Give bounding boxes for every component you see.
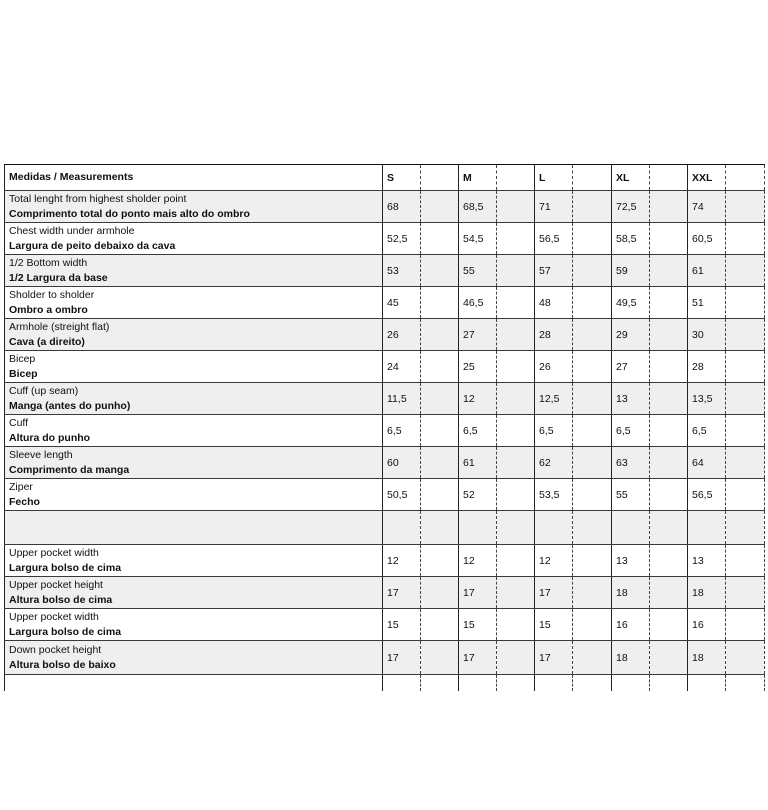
value-cell-xxl: 74 [688,191,726,223]
measurement-name-portuguese: Ombro a ombro [9,303,88,316]
measurement-name-english: Down pocket height [9,643,102,656]
value-cell-m: 6,5 [459,415,497,447]
value-cell-s: 17 [383,577,421,609]
measurement-name-english: Sholder to sholder [9,288,95,301]
value-cell-xxl: 51 [688,287,726,319]
value-cell-xxl [688,511,726,545]
column-gap [573,479,612,511]
measurement-label [5,577,383,609]
column-gap [421,641,459,675]
measurement-name-english: Upper pocket width [9,610,99,623]
measurement-label [5,641,383,675]
value-cell-xl: 72,5 [612,191,650,223]
measurement-name-portuguese: Fecho [9,495,40,508]
column-gap [421,609,459,641]
column-gap [573,383,612,415]
table-row [5,447,765,479]
measurement-name-portuguese: Altura do punho [9,431,91,444]
value-cell-s: 52,5 [383,223,421,255]
value-cell-xxl: 18 [688,577,726,609]
value-cell-l: 62 [535,447,573,479]
measurement-name-portuguese: Bicep [9,367,38,380]
column-gap [421,415,459,447]
value-cell-m: 25 [459,351,497,383]
column-gap [726,641,765,675]
value-cell-xxl: 16 [688,609,726,641]
value-cell-m: 17 [459,577,497,609]
table-row [5,255,765,287]
table-row [5,415,765,447]
measurement-name-english: Upper pocket width [9,546,99,559]
value-cell-xl [612,511,650,545]
measurement-label [5,287,383,319]
measurement-table-body [5,165,765,692]
table-row [5,383,765,415]
column-gap [421,287,459,319]
size-header-xxl: XXL [688,165,726,191]
value-cell-m: 52 [459,479,497,511]
column-gap [497,447,535,479]
value-cell-s [383,511,421,545]
value-cell-xl: 18 [612,641,650,675]
column-gap [726,165,765,191]
value-cell-l: 57 [535,255,573,287]
column-gap [650,675,688,692]
column-gap [573,351,612,383]
value-cell-xl: 18 [612,577,650,609]
column-gap [573,319,612,351]
column-gap [573,511,612,545]
value-cell-s: 50,5 [383,479,421,511]
column-gap [726,319,765,351]
value-cell-s: 60 [383,447,421,479]
column-gap [497,165,535,191]
value-cell-xxl: 60,5 [688,223,726,255]
column-gap [497,191,535,223]
value-cell-xxl: 28 [688,351,726,383]
measurement-name-english: Cuff [9,416,29,429]
table-row [5,577,765,609]
value-cell-l: 48 [535,287,573,319]
measurement-label [5,479,383,511]
value-cell-xl: 49,5 [612,287,650,319]
column-gap [573,609,612,641]
header-label: Medidas / Measurements [5,165,383,191]
table-row [5,545,765,577]
empty-cell [383,675,421,692]
value-cell-l: 12 [535,545,573,577]
value-cell-l: 26 [535,351,573,383]
measurement-name-portuguese: Cava (a direito) [9,335,85,348]
column-gap [497,511,535,545]
value-cell-xxl: 18 [688,641,726,675]
column-gap [573,545,612,577]
column-gap [650,545,688,577]
column-gap [650,641,688,675]
column-gap [726,191,765,223]
value-cell-m: 27 [459,319,497,351]
value-cell-xl: 55 [612,479,650,511]
column-gap [421,223,459,255]
value-cell-xl: 13 [612,545,650,577]
column-gap [497,641,535,675]
value-cell-s: 17 [383,641,421,675]
measurement-name-english: Upper pocket height [9,578,103,591]
column-gap [421,577,459,609]
measurement-label [5,223,383,255]
value-cell-l: 15 [535,609,573,641]
column-gap [726,223,765,255]
value-cell-m: 61 [459,447,497,479]
size-header-m: M [459,165,497,191]
column-gap [650,191,688,223]
value-cell-s: 53 [383,255,421,287]
column-gap [497,351,535,383]
column-gap [573,223,612,255]
table-row [5,287,765,319]
measurement-name-portuguese: Largura bolso de cima [9,561,122,574]
size-header-xl: XL [612,165,650,191]
value-cell-l: 28 [535,319,573,351]
value-cell-l: 12,5 [535,383,573,415]
measurement-name-portuguese: Manga (antes do punho) [9,399,131,412]
value-cell-m: 46,5 [459,287,497,319]
empty-cell [688,675,726,692]
measurement-name-english: Chest width under armhole [9,224,135,237]
table-row [5,479,765,511]
column-gap [650,287,688,319]
measurement-name-portuguese: 1/2 Largura da base [9,271,108,284]
value-cell-l: 56,5 [535,223,573,255]
column-gap [573,191,612,223]
measurement-name-portuguese: Comprimento total do ponto mais alto do ombro [9,207,250,220]
table-tail-row [5,675,765,692]
column-gap [650,415,688,447]
column-gap [497,383,535,415]
value-cell-s: 11,5 [383,383,421,415]
measurement-table [4,164,765,691]
column-gap [726,287,765,319]
column-gap [573,675,612,692]
measurement-name-english: Sleeve length [9,448,73,461]
column-gap [650,255,688,287]
value-cell-xxl: 13,5 [688,383,726,415]
column-gap [421,255,459,287]
column-gap [573,577,612,609]
value-cell-s: 12 [383,545,421,577]
column-gap [726,383,765,415]
value-cell-l: 17 [535,577,573,609]
measurement-name-portuguese: Largura de peito debaixo da cava [9,239,176,252]
column-gap [726,609,765,641]
measurement-label [5,609,383,641]
column-gap [573,165,612,191]
column-gap [726,415,765,447]
column-gap [421,511,459,545]
table-row [5,191,765,223]
value-cell-l: 17 [535,641,573,675]
column-gap [421,319,459,351]
column-gap [573,255,612,287]
column-gap [650,223,688,255]
value-cell-xl: 63 [612,447,650,479]
size-header-l: L [535,165,573,191]
value-cell-xxl: 61 [688,255,726,287]
column-gap [726,511,765,545]
measurement-name-portuguese: Comprimento da manga [9,463,130,476]
column-gap [497,319,535,351]
column-gap [421,351,459,383]
value-cell-s: 26 [383,319,421,351]
empty-cell [612,675,650,692]
value-cell-s: 45 [383,287,421,319]
column-gap [497,577,535,609]
value-cell-xl: 58,5 [612,223,650,255]
measurement-label [5,191,383,223]
value-cell-s: 68 [383,191,421,223]
column-gap [573,447,612,479]
measurement-name-portuguese: Altura bolso de cima [9,593,113,606]
measurement-label [5,545,383,577]
value-cell-xl: 6,5 [612,415,650,447]
column-gap [650,577,688,609]
empty-cell [535,675,573,692]
table-row [5,351,765,383]
value-cell-m [459,511,497,545]
empty-cell [5,675,383,692]
measurement-name-english: Total lenght from highest sholder point [9,192,187,205]
measurement-name-portuguese: Altura bolso de baixo [9,658,116,671]
column-gap [726,255,765,287]
value-cell-xxl: 30 [688,319,726,351]
value-cell-l: 71 [535,191,573,223]
column-gap [573,287,612,319]
column-gap [573,415,612,447]
measurement-name-portuguese: Largura bolso de cima [9,625,122,638]
value-cell-xl: 16 [612,609,650,641]
measurement-label [5,447,383,479]
value-cell-l: 6,5 [535,415,573,447]
measurement-label [5,319,383,351]
column-gap [726,447,765,479]
column-gap [421,191,459,223]
table-row [5,223,765,255]
column-gap [497,287,535,319]
column-gap [650,165,688,191]
measurement-label [5,351,383,383]
measurement-name-english: Bicep [9,352,36,365]
table-row [5,609,765,641]
measurement-table-sheet [4,164,764,680]
value-cell-m: 17 [459,641,497,675]
value-cell-l: 53,5 [535,479,573,511]
value-cell-m: 54,5 [459,223,497,255]
value-cell-xl: 13 [612,383,650,415]
value-cell-m: 15 [459,609,497,641]
value-cell-s: 6,5 [383,415,421,447]
column-gap [650,447,688,479]
column-gap [421,383,459,415]
column-gap [497,545,535,577]
column-gap [650,351,688,383]
column-gap [650,479,688,511]
value-cell-xl: 29 [612,319,650,351]
column-gap [497,255,535,287]
column-gap [726,577,765,609]
table-row [5,641,765,675]
value-cell-xxl: 6,5 [688,415,726,447]
value-cell-s: 15 [383,609,421,641]
column-gap [573,641,612,675]
measurement-label [5,255,383,287]
empty-cell [459,675,497,692]
column-gap [650,319,688,351]
column-gap [497,223,535,255]
column-gap [650,511,688,545]
value-cell-xl: 59 [612,255,650,287]
measurement-name-english: Cuff (up seam) [9,384,79,397]
column-gap [650,383,688,415]
measurement-name-english: Ziper [9,480,33,493]
column-gap [497,675,535,692]
value-cell-m: 12 [459,545,497,577]
value-cell-m: 55 [459,255,497,287]
column-gap [421,675,459,692]
value-cell-xxl: 56,5 [688,479,726,511]
value-cell-l [535,511,573,545]
column-gap [421,447,459,479]
column-gap [497,479,535,511]
value-cell-m: 12 [459,383,497,415]
header-row [5,165,765,191]
measurement-label [5,415,383,447]
column-gap [650,609,688,641]
value-cell-xxl: 13 [688,545,726,577]
column-gap [726,479,765,511]
value-cell-s: 24 [383,351,421,383]
value-cell-m: 68,5 [459,191,497,223]
size-header-s: S [383,165,421,191]
column-gap [497,415,535,447]
column-gap [726,545,765,577]
measurement-label [5,511,383,545]
measurement-name-english: Armhole (streight flat) [9,320,110,333]
column-gap [421,165,459,191]
measurement-label [5,383,383,415]
value-cell-xl: 27 [612,351,650,383]
column-gap [726,675,765,692]
column-gap [726,351,765,383]
column-gap [421,545,459,577]
table-row [5,319,765,351]
column-gap [497,609,535,641]
column-gap [421,479,459,511]
spacer-row [5,511,765,545]
value-cell-xxl: 64 [688,447,726,479]
measurement-name-english: 1/2 Bottom width [9,256,88,269]
